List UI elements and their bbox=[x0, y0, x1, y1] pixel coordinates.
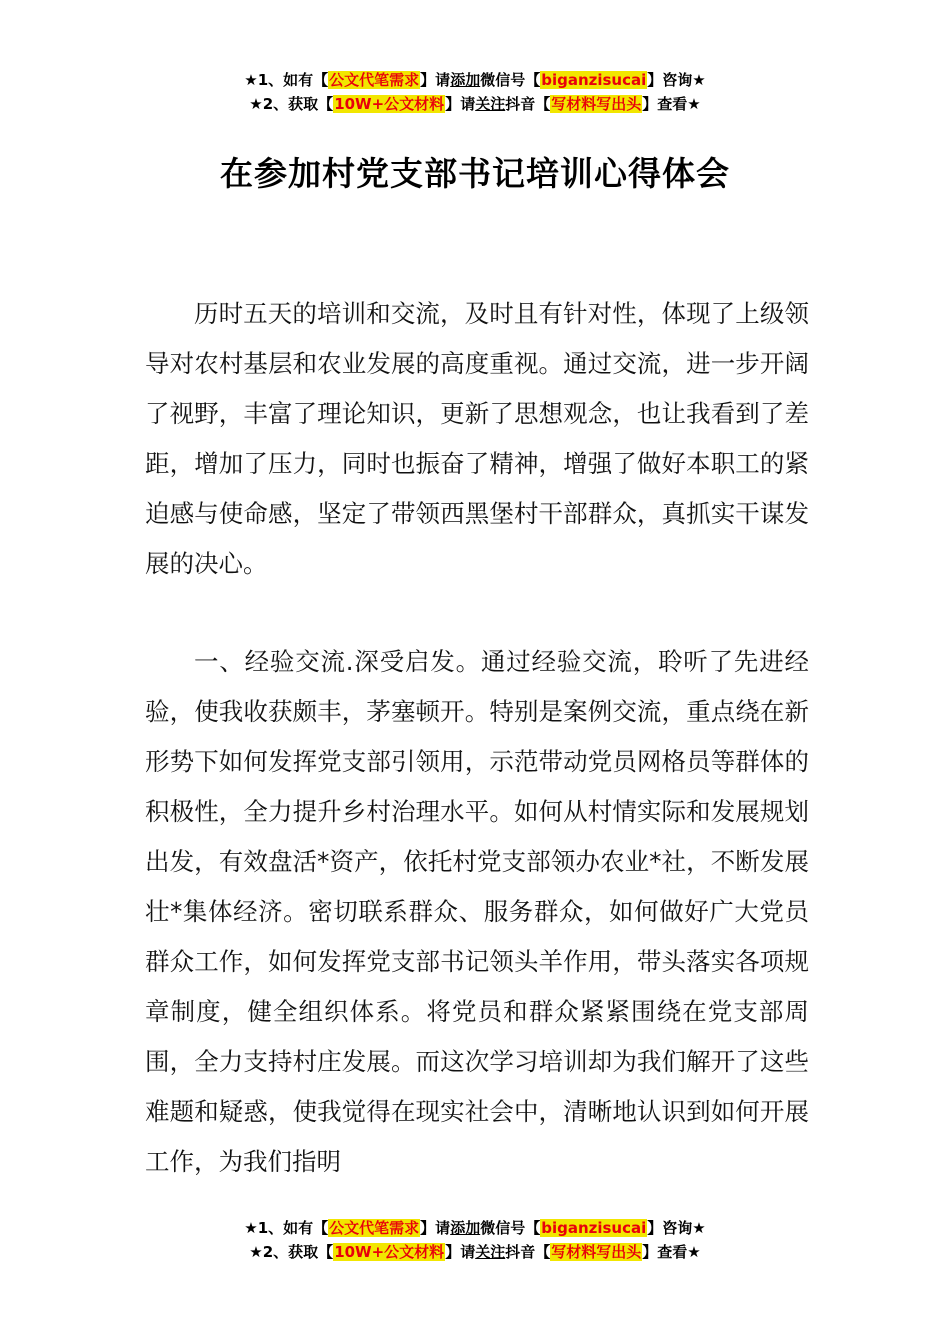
banner-text: 】查看★ bbox=[642, 95, 701, 113]
paragraph-section-1: 一、经验交流.深受启发。通过经验交流，聆听了先进经验，使我收获颇丰，茅塞顿开。特别是案例交流，重点绕在新形势下如何发挥党支部引领用，示范带动党员网格员等群体的积极性，全力提升乡村治理水平。如何从村情实际和发展规划出发，有效盘活*资产，依托村党支部领办农业*社，不断发展壮*集体经济。密切联系群众、服务群众，如何做好广大党员群众工作，如何发挥党支部书记领头羊作用，带头落实各项规章制度，健全组织体系。将党员和群众紧紧围绕在党支部周围，全力支持村庄发展。而这次学习培训却为我们解开了这些难题和疑惑，使我觉得在现实社会中，清晰地认识到如何开展工作，为我们指明 bbox=[145, 647, 809, 1176]
banner-line-1 bbox=[0, 68, 950, 92]
banner-text: 抖音【 bbox=[505, 95, 551, 113]
banner-underlined: 关注 bbox=[475, 1243, 506, 1261]
banner-text: 】请 bbox=[420, 1219, 451, 1237]
banner-text: 微信号【 bbox=[480, 71, 541, 89]
footer-banner bbox=[0, 1216, 950, 1264]
banner-line-2 bbox=[0, 1240, 950, 1264]
highlight-wechat-id: biganzisucai bbox=[541, 71, 647, 89]
highlight-service: 公文代笔需求 bbox=[329, 71, 420, 89]
banner-line-2 bbox=[0, 92, 950, 116]
banner-text: ★2、获取【 bbox=[249, 95, 334, 113]
banner-underlined: 添加 bbox=[450, 1219, 481, 1237]
header-banner bbox=[0, 68, 950, 116]
banner-underlined: 添加 bbox=[450, 71, 481, 89]
highlight-service: 公文代笔需求 bbox=[329, 1219, 420, 1237]
banner-text: 】咨询★ bbox=[647, 1219, 706, 1237]
highlight-materials: 10W+公文材料 bbox=[334, 1243, 445, 1261]
banner-text: ★1、如有【 bbox=[244, 71, 329, 89]
banner-text: ★1、如有【 bbox=[244, 1219, 329, 1237]
banner-text: 】查看★ bbox=[642, 1243, 701, 1261]
banner-line-1 bbox=[0, 1216, 950, 1240]
highlight-douyin-id: 写材料写出头 bbox=[551, 1243, 642, 1261]
highlight-materials: 10W+公文材料 bbox=[334, 95, 445, 113]
highlight-douyin-id: 写材料写出头 bbox=[551, 95, 642, 113]
banner-text: ★2、获取【 bbox=[249, 1243, 334, 1261]
banner-text: 】请 bbox=[445, 1243, 476, 1261]
banner-text: 抖音【 bbox=[505, 1243, 551, 1261]
document-title: 在参加村党支部书记培训心得体会 bbox=[220, 154, 730, 193]
banner-text: 微信号【 bbox=[480, 1219, 541, 1237]
banner-text: 】咨询★ bbox=[647, 71, 706, 89]
banner-text: 】请 bbox=[420, 71, 451, 89]
banner-underlined: 关注 bbox=[475, 95, 506, 113]
banner-text: 】请 bbox=[445, 95, 476, 113]
highlight-wechat-id: biganzisucai bbox=[541, 1219, 647, 1237]
paragraph-intro: 历时五天的培训和交流，及时且有针对性，体现了上级领导对农村基层和农业发展的高度重视。通过交流，进一步开阔了视野，丰富了理论知识，更新了思想观念，也让我看到了差距，增加了压力，同时也振奋了精神，增强了做好本职工的紧迫感与使命感，坚定了带领西黑堡村干部群众，真抓实干谋发展的决心。 bbox=[145, 299, 809, 578]
